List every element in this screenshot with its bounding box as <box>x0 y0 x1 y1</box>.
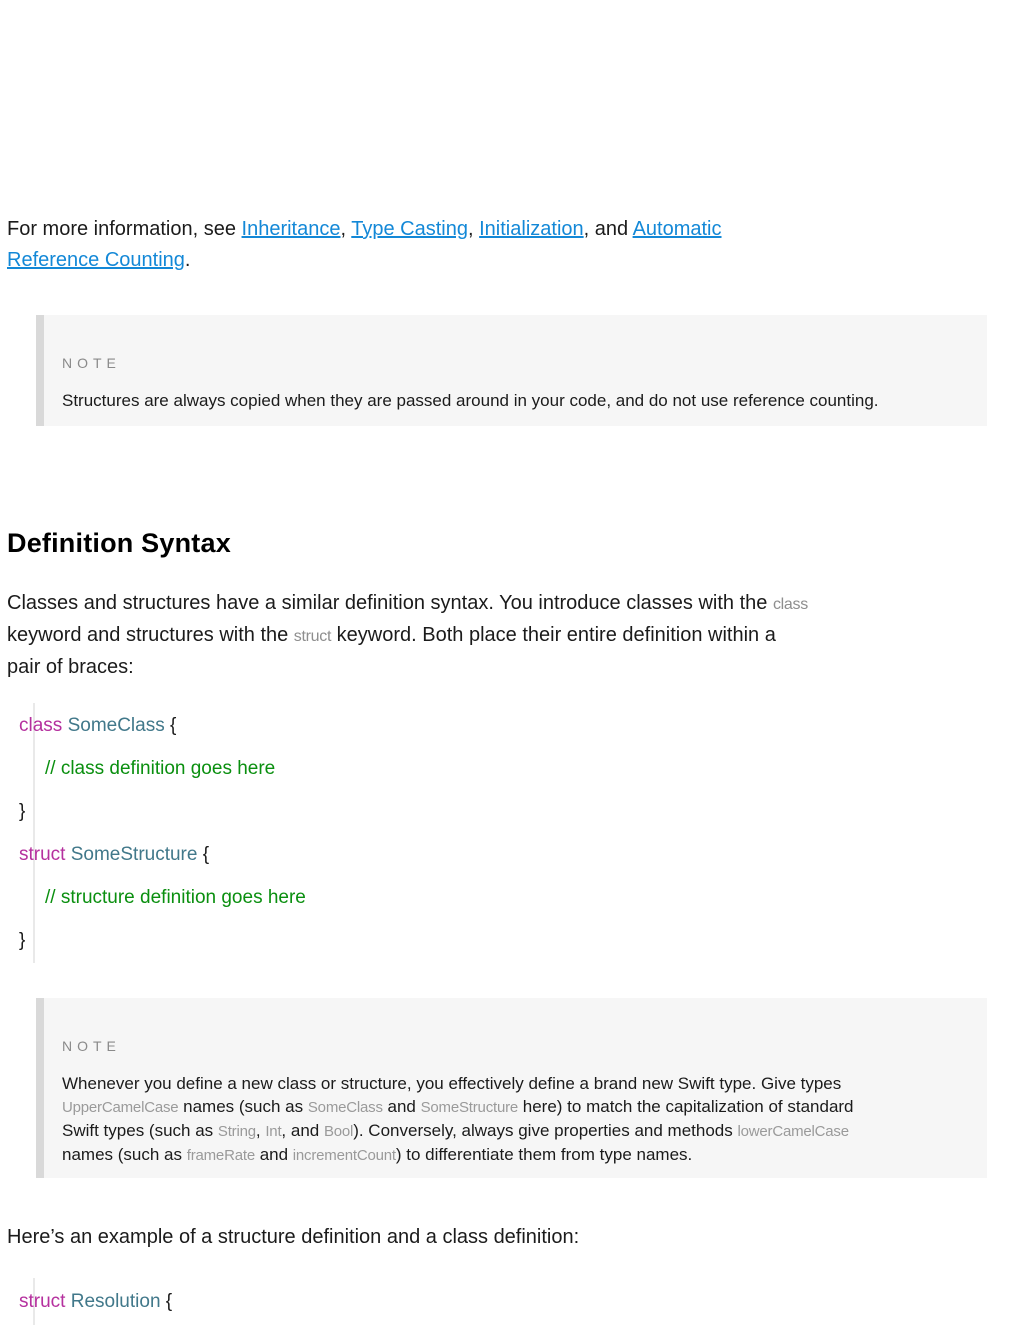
definition-line-3 <box>7 652 808 683</box>
intro-text: . <box>184 249 191 271</box>
note-label: NOTE <box>62 1038 121 1054</box>
intro-text: , <box>340 218 352 240</box>
keyword-struct: struct <box>19 844 66 865</box>
intro-line-1 <box>7 214 722 245</box>
type-name-someclass: SomeClass <box>62 715 170 736</box>
definition-text: pair of braces: <box>7 656 134 678</box>
inline-code-uppercamelcase: UpperCamelCase <box>62 1099 179 1116</box>
inline-code-struct: struct <box>293 628 332 645</box>
note-text-segment: names (such as <box>178 1097 308 1116</box>
note-text-segment: and <box>382 1097 421 1116</box>
note-text-segment: ). Conversely, always give properties and methods <box>353 1121 738 1140</box>
note-text-segment: , and <box>281 1121 324 1140</box>
code-line <box>19 747 306 790</box>
inline-code-lowercamelcase: lowerCamelCase <box>737 1123 849 1140</box>
code-line <box>19 876 306 919</box>
definition-text: keyword. Both place their entire definition within a <box>331 624 776 646</box>
intro-text: , and <box>583 218 633 240</box>
inline-code-framerate: frameRate <box>186 1147 255 1164</box>
note-label: NOTE <box>62 355 121 371</box>
inline-code-string: String <box>217 1123 256 1140</box>
note-box-structures-copied <box>36 315 987 426</box>
note-text-segment: and <box>254 1145 293 1164</box>
note-text-segment: ) to differentiate them from type names. <box>395 1145 693 1164</box>
note-line-1 <box>62 1072 967 1095</box>
code-line <box>19 1280 172 1323</box>
definition-line-1 <box>7 588 808 620</box>
code-comment: // structure definition goes here <box>45 887 306 908</box>
code-line <box>19 704 306 747</box>
link-type-casting[interactable]: Type Casting <box>351 218 468 240</box>
type-name-somestructure: SomeStructure <box>65 844 203 865</box>
keyword-struct: struct <box>19 1291 66 1312</box>
example-text: Here’s an example of a structure definition and a class definition: <box>7 1226 580 1248</box>
inline-code-bool: Bool <box>323 1123 354 1140</box>
inline-code-incrementcount: incrementCount <box>292 1147 396 1164</box>
open-brace: { <box>170 715 177 736</box>
definition-text: keyword and structures with the <box>7 624 294 646</box>
note-line-4 <box>62 1143 967 1167</box>
link-automatic-reference-counting-part1[interactable]: Automatic <box>632 218 722 240</box>
code-line <box>19 790 306 833</box>
close-brace: } <box>19 930 26 951</box>
note-text-segment: , <box>255 1121 266 1140</box>
note-line-3 <box>62 1119 967 1143</box>
code-block-class-struct-syntax <box>19 704 306 962</box>
note-line-2 <box>62 1095 967 1119</box>
code-block-resolution <box>19 1280 172 1323</box>
definition-paragraph <box>7 588 808 683</box>
link-inheritance[interactable]: Inheritance <box>241 218 341 240</box>
note-text-segment: here) to match the capitalization of standard <box>518 1097 854 1116</box>
inline-code-somestructure: SomeStructure <box>420 1099 519 1116</box>
inline-code-class: class <box>772 596 808 613</box>
link-initialization[interactable]: Initialization <box>479 218 584 240</box>
note-text: Structures are always copied when they are passed around in your code, and do not use reference counting. <box>62 391 879 410</box>
open-brace: { <box>202 844 210 865</box>
open-brace: { <box>165 1291 173 1312</box>
definition-line-2 <box>7 620 808 652</box>
intro-paragraph <box>7 214 722 276</box>
inline-code-someclass: SomeClass <box>307 1099 383 1116</box>
code-comment: // class definition goes here <box>45 758 276 779</box>
note-text-segment: names (such as <box>62 1145 187 1164</box>
inline-code-int: Int <box>265 1123 282 1140</box>
type-name-resolution: Resolution <box>65 1291 166 1312</box>
section-heading-definition-syntax: Definition Syntax <box>7 528 231 558</box>
intro-line-2 <box>7 245 722 276</box>
keyword-class: class <box>19 715 63 736</box>
note-text-segment: Whenever you define a new class or structure, you effectively define a brand new Swift type. Give types <box>62 1074 842 1093</box>
example-line <box>7 1222 579 1253</box>
intro-text: , <box>468 218 480 240</box>
intro-text: For more information, see <box>7 218 242 240</box>
example-paragraph <box>7 1222 579 1253</box>
note-text-segment: Swift types (such as <box>62 1121 218 1140</box>
code-line <box>19 919 306 962</box>
definition-text: Classes and structures have a similar definition syntax. You introduce classes with the <box>7 592 773 614</box>
note-text <box>62 1072 967 1167</box>
close-brace: } <box>19 801 26 822</box>
note-box-naming-conventions <box>36 998 987 1178</box>
link-automatic-reference-counting-part2[interactable]: Reference Counting <box>7 249 185 271</box>
code-line <box>19 833 306 876</box>
